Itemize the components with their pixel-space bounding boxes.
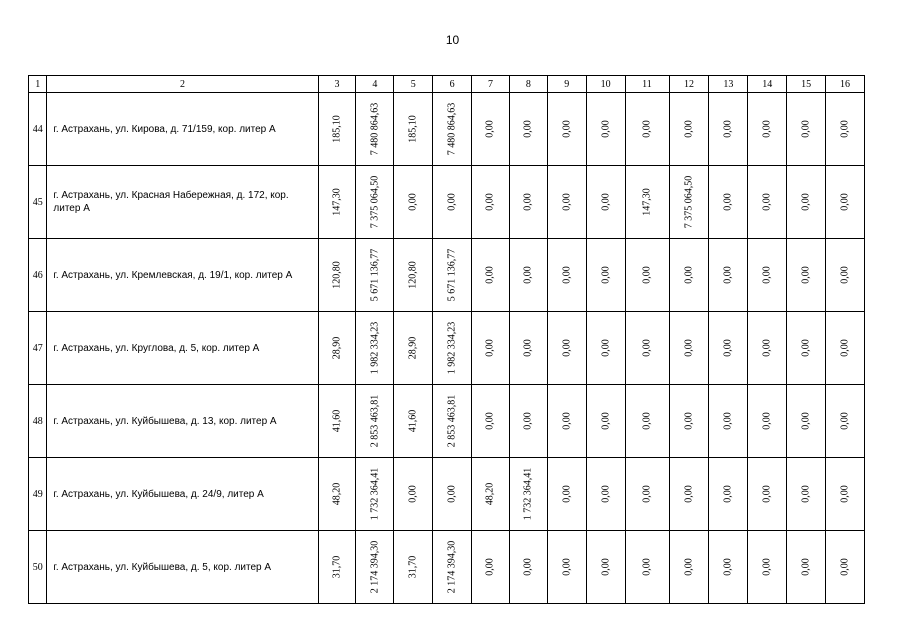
table-row (29, 531, 865, 604)
value-cell-col-12 (669, 458, 709, 531)
value-cell-col-16 (826, 531, 865, 604)
value-text: 0,00 (761, 266, 773, 284)
header-cell-15: 15 (787, 76, 826, 93)
value-text: 0,00 (446, 193, 458, 211)
value-text: 1 732 364,41 (522, 467, 534, 521)
value-text: 0,00 (839, 558, 851, 576)
value-text: 0,00 (761, 412, 773, 430)
row-number: 47 (29, 312, 47, 385)
value-text: 185,10 (407, 115, 419, 143)
value-cell-col-9 (547, 531, 586, 604)
value-text: 0,00 (839, 120, 851, 138)
value-text: 0,00 (407, 485, 419, 503)
value-cell-col-12 (669, 531, 709, 604)
value-text: 2 174 394,30 (446, 540, 458, 594)
value-cell-col-11 (625, 458, 669, 531)
value-cell-col-13 (709, 239, 748, 312)
value-cell-col-4 (356, 458, 394, 531)
value-text: 28,90 (331, 336, 343, 360)
value-cell-col-3 (318, 531, 356, 604)
value-text: 0,00 (641, 120, 653, 138)
value-cell-col-15 (787, 166, 826, 239)
address-cell: г. Астрахань, ул. Круглова, д. 5, кор. литер А (47, 312, 318, 385)
value-text: 0,00 (800, 193, 812, 211)
address-cell: г. Астрахань, ул. Куйбышева, д. 24/9, литер А (47, 458, 318, 531)
value-text: 0,00 (484, 558, 496, 576)
value-text: 0,00 (800, 412, 812, 430)
address-cell: г. Астрахань, ул. Куйбышева, д. 5, кор. литер А (47, 531, 318, 604)
value-text: 0,00 (683, 266, 695, 284)
value-cell-col-14 (748, 93, 787, 166)
value-cell-col-5 (394, 385, 433, 458)
value-text: 0,00 (761, 485, 773, 503)
value-text: 1 982 334,23 (446, 321, 458, 375)
value-cell-col-12 (669, 385, 709, 458)
value-cell-col-9 (547, 239, 586, 312)
value-cell-col-15 (787, 385, 826, 458)
value-cell-col-9 (547, 458, 586, 531)
value-text: 0,00 (722, 485, 734, 503)
value-cell-col-15 (787, 312, 826, 385)
table-row (29, 93, 865, 166)
value-text: 0,00 (761, 120, 773, 138)
value-text: 0,00 (761, 339, 773, 357)
table-row (29, 312, 865, 385)
value-text: 0,00 (641, 412, 653, 430)
value-cell-col-6 (433, 239, 472, 312)
value-cell-col-12 (669, 166, 709, 239)
value-cell-col-13 (709, 385, 748, 458)
value-text: 0,00 (600, 485, 612, 503)
value-cell-col-9 (547, 93, 586, 166)
header-cell-10: 10 (586, 76, 625, 93)
value-cell-col-16 (826, 312, 865, 385)
value-text: 0,00 (522, 193, 534, 211)
value-text: 7 480 864,63 (446, 102, 458, 156)
value-text: 0,00 (600, 120, 612, 138)
header-cell-4: 4 (356, 76, 394, 93)
value-cell-col-4 (356, 93, 394, 166)
value-text: 0,00 (600, 266, 612, 284)
value-cell-col-14 (748, 239, 787, 312)
value-text: 28,90 (407, 336, 419, 360)
value-cell-col-10 (586, 93, 625, 166)
value-text: 0,00 (522, 266, 534, 284)
value-cell-col-10 (586, 239, 625, 312)
value-cell-col-11 (625, 531, 669, 604)
value-cell-col-7 (472, 93, 510, 166)
value-text: 147,30 (331, 188, 343, 216)
value-cell-col-5 (394, 239, 433, 312)
value-cell-col-13 (709, 531, 748, 604)
header-cell-5: 5 (394, 76, 433, 93)
table-row (29, 458, 865, 531)
value-text: 0,00 (839, 485, 851, 503)
value-text: 0,00 (600, 412, 612, 430)
value-cell-col-11 (625, 312, 669, 385)
value-cell-col-14 (748, 166, 787, 239)
value-cell-col-9 (547, 312, 586, 385)
value-text: 0,00 (722, 339, 734, 357)
value-cell-col-7 (472, 458, 510, 531)
value-cell-col-8 (509, 93, 547, 166)
value-text: 0,00 (600, 193, 612, 211)
value-cell-col-14 (748, 531, 787, 604)
value-cell-col-7 (472, 239, 510, 312)
value-text: 31,70 (407, 555, 419, 579)
value-text: 0,00 (800, 558, 812, 576)
value-cell-col-11 (625, 166, 669, 239)
value-text: 0,00 (561, 193, 573, 211)
value-cell-col-14 (748, 312, 787, 385)
value-cell-col-6 (433, 458, 472, 531)
value-cell-col-8 (509, 531, 547, 604)
value-text: 0,00 (600, 339, 612, 357)
value-text: 0,00 (561, 120, 573, 138)
table-row (29, 239, 865, 312)
header-cell-2: 2 (47, 76, 318, 93)
value-cell-col-8 (509, 312, 547, 385)
header-cell-11: 11 (625, 76, 669, 93)
header-cell-8: 8 (509, 76, 547, 93)
value-text: 0,00 (722, 412, 734, 430)
value-text: 2 174 394,30 (369, 540, 381, 594)
value-cell-col-7 (472, 385, 510, 458)
value-cell-col-13 (709, 312, 748, 385)
row-number: 48 (29, 385, 47, 458)
value-cell-col-10 (586, 166, 625, 239)
value-text: 0,00 (522, 339, 534, 357)
value-text: 31,70 (331, 555, 343, 579)
value-cell-col-6 (433, 93, 472, 166)
value-cell-col-3 (318, 166, 356, 239)
header-cell-3: 3 (318, 76, 356, 93)
value-text: 0,00 (839, 266, 851, 284)
value-cell-col-12 (669, 312, 709, 385)
value-cell-col-11 (625, 385, 669, 458)
value-text: 5 671 136,77 (369, 248, 381, 302)
value-cell-col-13 (709, 93, 748, 166)
value-cell-col-9 (547, 385, 586, 458)
value-text: 0,00 (839, 339, 851, 357)
value-text: 7 480 864,63 (369, 102, 381, 156)
row-number: 49 (29, 458, 47, 531)
value-text: 120,80 (331, 261, 343, 289)
value-cell-col-15 (787, 239, 826, 312)
value-cell-col-8 (509, 239, 547, 312)
value-text: 5 671 136,77 (446, 248, 458, 302)
page-number: 10 (445, 33, 460, 47)
row-number: 46 (29, 239, 47, 312)
value-cell-col-10 (586, 385, 625, 458)
value-text: 41,60 (407, 409, 419, 433)
value-cell-col-6 (433, 166, 472, 239)
value-cell-col-6 (433, 385, 472, 458)
value-cell-col-3 (318, 93, 356, 166)
value-cell-col-15 (787, 458, 826, 531)
header-cell-14: 14 (748, 76, 787, 93)
value-cell-col-8 (509, 166, 547, 239)
value-text: 0,00 (561, 485, 573, 503)
value-text: 0,00 (522, 120, 534, 138)
value-cell-col-9 (547, 166, 586, 239)
header-cell-7: 7 (472, 76, 510, 93)
value-cell-col-3 (318, 458, 356, 531)
value-text: 0,00 (722, 120, 734, 138)
value-text: 0,00 (446, 485, 458, 503)
value-text: 0,00 (522, 558, 534, 576)
value-text: 0,00 (800, 339, 812, 357)
value-cell-col-13 (709, 166, 748, 239)
value-text: 0,00 (641, 339, 653, 357)
header-cell-12: 12 (669, 76, 709, 93)
value-text: 0,00 (722, 558, 734, 576)
value-text: 0,00 (484, 412, 496, 430)
address-cell: г. Астрахань, ул. Кремлевская, д. 19/1, кор. литер А (47, 239, 318, 312)
value-cell-col-4 (356, 239, 394, 312)
value-text: 147,30 (641, 188, 653, 216)
value-text: 0,00 (522, 412, 534, 430)
value-text: 120,80 (407, 261, 419, 289)
value-text: 7 375 064,50 (369, 175, 381, 229)
row-number: 44 (29, 93, 47, 166)
value-cell-col-5 (394, 531, 433, 604)
value-text: 0,00 (561, 266, 573, 284)
value-text: 0,00 (800, 266, 812, 284)
value-cell-col-3 (318, 385, 356, 458)
value-cell-col-10 (586, 458, 625, 531)
value-cell-col-5 (394, 312, 433, 385)
value-cell-col-10 (586, 531, 625, 604)
value-text: 0,00 (561, 558, 573, 576)
value-cell-col-13 (709, 458, 748, 531)
address-cell: г. Астрахань, ул. Кирова, д. 71/159, кор. литер А (47, 93, 318, 166)
value-cell-col-7 (472, 312, 510, 385)
address-cell: г. Астрахань, ул. Куйбышева, д. 13, кор. литер А (47, 385, 318, 458)
value-text: 0,00 (839, 193, 851, 211)
value-text: 0,00 (800, 120, 812, 138)
value-text: 0,00 (407, 193, 419, 211)
value-cell-col-14 (748, 385, 787, 458)
value-cell-col-10 (586, 312, 625, 385)
value-text: 0,00 (722, 266, 734, 284)
value-text: 1 732 364,41 (369, 467, 381, 521)
value-cell-col-6 (433, 312, 472, 385)
value-cell-col-16 (826, 166, 865, 239)
value-text: 0,00 (641, 558, 653, 576)
value-text: 1 982 334,23 (369, 321, 381, 375)
value-text: 2 853 463,81 (369, 394, 381, 448)
value-text: 0,00 (683, 339, 695, 357)
value-text: 0,00 (484, 266, 496, 284)
value-text: 0,00 (561, 339, 573, 357)
value-cell-col-3 (318, 239, 356, 312)
value-text: 0,00 (683, 485, 695, 503)
value-cell-col-15 (787, 93, 826, 166)
value-text: 0,00 (683, 120, 695, 138)
value-text: 7 375 064,50 (683, 175, 695, 229)
value-text: 48,20 (331, 482, 343, 506)
value-cell-col-5 (394, 166, 433, 239)
value-text: 0,00 (484, 120, 496, 138)
value-text: 0,00 (683, 412, 695, 430)
value-text: 0,00 (839, 412, 851, 430)
value-text: 0,00 (641, 266, 653, 284)
table-row (29, 385, 865, 458)
header-cell-1: 1 (29, 76, 47, 93)
value-cell-col-5 (394, 93, 433, 166)
value-text: 0,00 (761, 193, 773, 211)
value-cell-col-5 (394, 458, 433, 531)
value-text: 48,20 (484, 482, 496, 506)
table-row (29, 166, 865, 239)
value-cell-col-4 (356, 531, 394, 604)
value-text: 2 853 463,81 (446, 394, 458, 448)
value-cell-col-7 (472, 166, 510, 239)
value-cell-col-3 (318, 312, 356, 385)
value-cell-col-14 (748, 458, 787, 531)
value-text: 0,00 (683, 558, 695, 576)
value-text: 0,00 (722, 193, 734, 211)
header-cell-16: 16 (826, 76, 865, 93)
value-cell-col-12 (669, 93, 709, 166)
value-cell-col-16 (826, 239, 865, 312)
header-cell-13: 13 (709, 76, 748, 93)
header-cell-9: 9 (547, 76, 586, 93)
row-number: 45 (29, 166, 47, 239)
value-cell-col-16 (826, 93, 865, 166)
value-text: 0,00 (761, 558, 773, 576)
address-cell: г. Астрахань, ул. Красная Набережная, д. 172, кор. литер А (47, 166, 318, 239)
data-table (28, 75, 865, 604)
value-cell-col-11 (625, 93, 669, 166)
value-cell-col-12 (669, 239, 709, 312)
value-cell-col-15 (787, 531, 826, 604)
row-number: 50 (29, 531, 47, 604)
value-text: 185,10 (331, 115, 343, 143)
value-text: 0,00 (484, 339, 496, 357)
value-text: 0,00 (561, 412, 573, 430)
header-cell-6: 6 (433, 76, 472, 93)
value-cell-col-4 (356, 312, 394, 385)
header-row (29, 76, 865, 93)
value-cell-col-8 (509, 385, 547, 458)
value-cell-col-8 (509, 458, 547, 531)
value-text: 0,00 (641, 485, 653, 503)
value-cell-col-16 (826, 458, 865, 531)
value-text: 0,00 (800, 485, 812, 503)
value-cell-col-7 (472, 531, 510, 604)
value-cell-col-16 (826, 385, 865, 458)
value-cell-col-11 (625, 239, 669, 312)
value-cell-col-6 (433, 531, 472, 604)
value-text: 0,00 (484, 193, 496, 211)
value-cell-col-4 (356, 385, 394, 458)
value-text: 41,60 (331, 409, 343, 433)
value-cell-col-4 (356, 166, 394, 239)
value-text: 0,00 (600, 558, 612, 576)
